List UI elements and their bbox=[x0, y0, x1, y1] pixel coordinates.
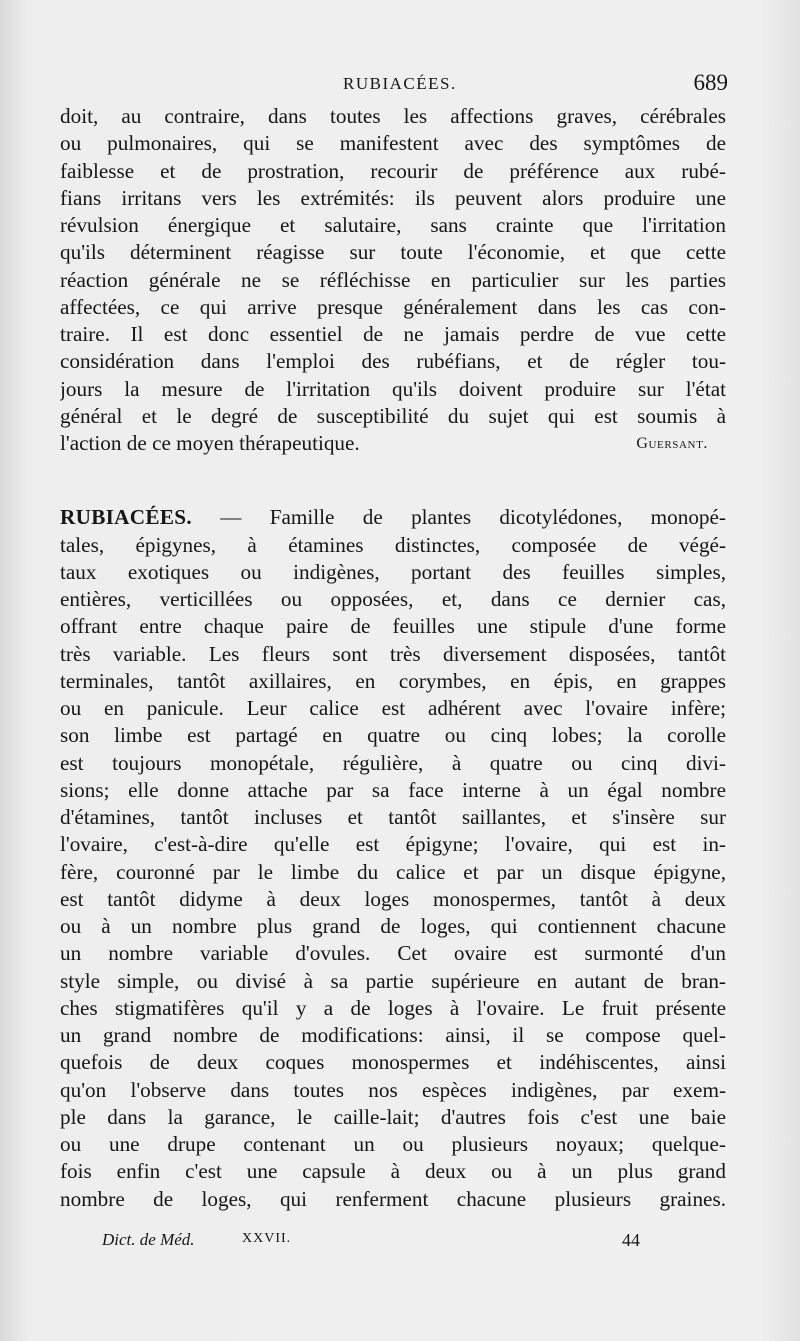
footer-source: Dict. de Méd. bbox=[102, 1230, 195, 1249]
footer-volume: XXVII. bbox=[242, 1231, 292, 1246]
entry-heading: RUBIACÉES. bbox=[60, 505, 192, 530]
text-line: qu'ils déterminent réagisse sur toute l'économie, et que cette bbox=[60, 240, 726, 265]
running-head bbox=[60, 70, 728, 100]
text-line: terminales, tantôt axillaires, en corymbes, en épis, en grappes bbox=[60, 668, 726, 693]
paragraph-gap bbox=[60, 457, 726, 504]
text-line: ple dans la garance, le caille-lait; d'autres fois c'est une baie bbox=[60, 1104, 726, 1129]
page-footer bbox=[102, 1230, 662, 1256]
text-line: sions; elle donne attache par sa face interne à un égal nombre bbox=[60, 777, 726, 802]
text-line: un nombre variable d'ovules. Cet ovaire est surmonté d'un bbox=[60, 941, 726, 966]
text-line: doit, au contraire, dans toutes les affections graves, cérébrales bbox=[60, 104, 726, 128]
text-line: ou une drupe contenant un ou plusieurs noyaux; quelque- bbox=[60, 1132, 726, 1156]
text-line: réaction générale ne se réfléchisse en particulier sur les parties bbox=[60, 267, 726, 292]
text-line: révulsion énergique et salutaire, sans crainte que l'irritation bbox=[60, 213, 726, 237]
text-line: d'étamines, tantôt incluses et tantôt saillantes, et s'insère sur bbox=[60, 805, 726, 829]
text-line: l'action de ce moyen thérapeutique. bbox=[60, 431, 360, 455]
text-line: l'ovaire, c'est-à-dire qu'elle est épigyne; l'ovaire, qui est in- bbox=[60, 832, 726, 857]
text-line: son limbe est partagé en quatre ou cinq lobes; la corolle bbox=[60, 723, 726, 748]
text-line: offrant entre chaque paire de feuilles une stipule d'une forme bbox=[60, 614, 726, 639]
text-line: entières, verticillées ou opposées, et, dans ce dernier cas, bbox=[60, 587, 726, 611]
running-title: RUBIACÉES. bbox=[343, 74, 457, 93]
text-line: affectées, ce qui arrive presque généralement dans les cas con- bbox=[60, 294, 726, 319]
last-line-with-signature bbox=[60, 430, 726, 457]
text-line: ou pulmonaires, qui se manifestent avec des symptômes de bbox=[60, 131, 726, 156]
text-line: jours la mesure de l'irritation qu'ils doivent produire sur l'état bbox=[60, 376, 726, 401]
entry-rubiacees bbox=[60, 504, 726, 1213]
author-signature: Guersant. bbox=[636, 435, 708, 452]
text-line: qu'on l'observe dans toutes nos espèces indigènes, par exem- bbox=[60, 1077, 726, 1102]
text-line: est tantôt didyme à deux loges monospermes, tantôt à deux bbox=[60, 886, 726, 911]
text-line: nombre de loges, qui renferment chacune plusieurs graines. bbox=[60, 1186, 726, 1211]
text-line: ou à un nombre plus grand de loges, qui contiennent chacune bbox=[60, 914, 726, 938]
text-line: général et le degré de susceptibilité du sujet qui est soumis à bbox=[60, 403, 726, 428]
footer-signature-mark: 44 bbox=[622, 1230, 640, 1250]
text-line: fois enfin c'est une capsule à deux ou à un plus grand bbox=[60, 1159, 726, 1184]
text-line: quefois de deux coques monospermes et indéhiscentes, ainsi bbox=[60, 1050, 726, 1075]
text-line: considération dans l'emploi des rubéfians, et de régler tou- bbox=[60, 349, 726, 374]
paragraph-guersant-conclusion bbox=[60, 103, 726, 457]
text-line: un grand nombre de modifications: ainsi, il se compose quel- bbox=[60, 1023, 726, 1047]
text-line: ou en panicule. Leur calice est adhérent avec l'ovaire infère; bbox=[60, 696, 726, 720]
body-text bbox=[60, 103, 726, 1213]
text-line: tales, épigynes, à étamines distinctes, composée de végé- bbox=[60, 532, 726, 557]
text-line: ches stigmatifères qu'il y a de loges à l'ovaire. Le fruit présente bbox=[60, 995, 726, 1020]
text-line: taux exotiques ou indigènes, portant des feuilles simples, bbox=[60, 559, 726, 584]
page-number: 689 bbox=[693, 70, 728, 95]
text-line: traire. Il est donc essentiel de ne jamais perdre de vue cette bbox=[60, 322, 726, 346]
entry-first-line-text: — Famille de plantes dicotylédones, monopé- bbox=[191, 505, 726, 530]
text-line: fians irritans vers les extrémités: ils peuvent alors produire une bbox=[60, 185, 726, 210]
text-line: est toujours monopétale, régulière, à quatre ou cinq divi- bbox=[60, 750, 726, 775]
entry-first-line bbox=[60, 504, 726, 531]
text-line: fère, couronné par le limbe du calice et par un disque épigyne, bbox=[60, 859, 726, 884]
text-line: style simple, ou divisé à sa partie supérieure en autant de bran- bbox=[60, 968, 726, 993]
text-line: très variable. Les fleurs sont très diversement disposées, tantôt bbox=[60, 641, 726, 666]
text-line: faiblesse et de prostration, recourir de préférence aux rubé- bbox=[60, 158, 726, 183]
